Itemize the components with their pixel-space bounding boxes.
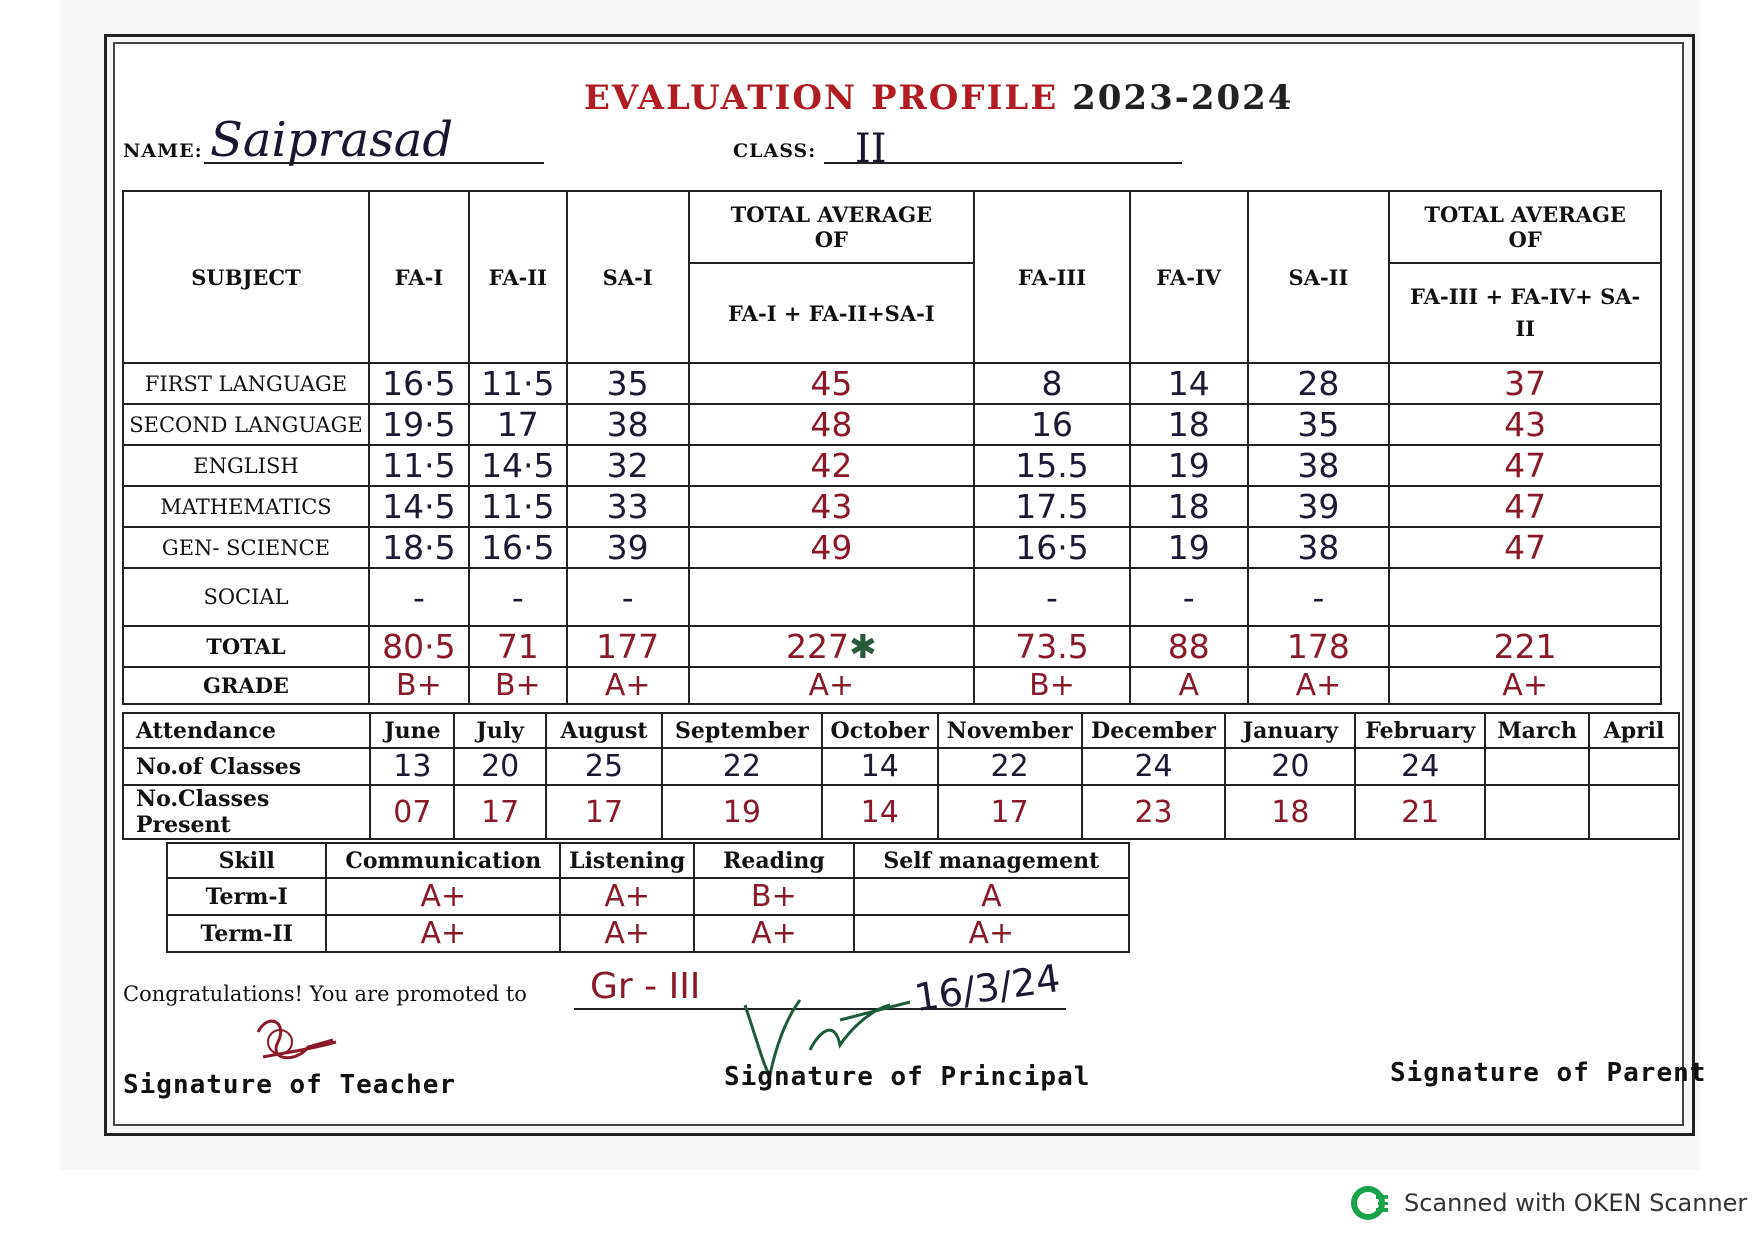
mark-fa2: 16·5	[469, 527, 567, 568]
subject-name: GEN- SCIENCE	[123, 527, 369, 568]
month-label: December	[1082, 713, 1226, 748]
mark-fa2: -	[469, 568, 567, 626]
mark-sa2: 28	[1248, 363, 1390, 404]
skill-grade: A+	[326, 915, 560, 952]
mark-avg1: 43	[689, 486, 975, 527]
skill-grade: B+	[694, 878, 854, 915]
grade-row	[123, 667, 1661, 704]
table-row	[123, 527, 1661, 568]
mark-fa4: 14	[1130, 363, 1248, 404]
mark-fa2: 17	[469, 404, 567, 445]
skill-grade: A+	[560, 878, 694, 915]
header-fa3: FA-III	[974, 191, 1130, 363]
month-label: March	[1485, 713, 1589, 748]
grade-sa1: A+	[567, 667, 689, 704]
total-avg2: 221	[1389, 626, 1661, 667]
grade-avg1: A+	[689, 667, 975, 704]
scanner-text: Scanned with OKEN Scanner	[1404, 1189, 1748, 1217]
teacher-signature	[248, 1012, 338, 1072]
present-value: 17	[546, 785, 662, 839]
total-fa3: 73.5	[974, 626, 1130, 667]
present-value: 17	[454, 785, 546, 839]
mark-avg2: 47	[1389, 527, 1661, 568]
table-row	[123, 445, 1661, 486]
classes-value: 13	[370, 748, 454, 785]
attendance-table	[122, 712, 1680, 840]
mark-sa1: 35	[567, 363, 689, 404]
month-label: July	[454, 713, 546, 748]
mark-fa4: 18	[1130, 486, 1248, 527]
term1-label: Term-I	[167, 878, 326, 915]
skill-name: Reading	[694, 843, 854, 878]
mark-fa4: 18	[1130, 404, 1248, 445]
mark-fa1: 19·5	[369, 404, 469, 445]
mark-avg2: 47	[1389, 486, 1661, 527]
mark-fa2: 11·5	[469, 486, 567, 527]
mark-fa3: -	[974, 568, 1130, 626]
classes-value: 20	[1225, 748, 1355, 785]
mark-sa2: 39	[1248, 486, 1390, 527]
total-avg1-value: 227	[786, 627, 850, 666]
skill-grade: A+	[854, 915, 1129, 952]
present-value	[1485, 785, 1589, 839]
mark-sa1: 32	[567, 445, 689, 486]
teacher-signature-label: Signature of Teacher	[123, 1070, 457, 1100]
mark-avg1: 48	[689, 404, 975, 445]
present-value: 23	[1082, 785, 1226, 839]
mark-sa2: 35	[1248, 404, 1390, 445]
classes-value: 14	[822, 748, 938, 785]
month-label: June	[370, 713, 454, 748]
class-underline	[824, 162, 1182, 164]
present-value: 17	[938, 785, 1082, 839]
scanner-logo-icon	[1350, 1183, 1390, 1223]
mark-fa2: 11·5	[469, 363, 567, 404]
mark-fa3: 17.5	[974, 486, 1130, 527]
total-sa1: 177	[567, 626, 689, 667]
total-sa2: 178	[1248, 626, 1390, 667]
total-row	[123, 626, 1661, 667]
term2-row	[167, 915, 1129, 952]
promotion-grade: Gr - III	[590, 966, 701, 1007]
present-label: No.Classes Present	[123, 785, 370, 839]
subject-name: SECOND LANGUAGE	[123, 404, 369, 445]
classes-value	[1485, 748, 1589, 785]
skill-name: Listening	[560, 843, 694, 878]
total-avg1	[689, 626, 975, 667]
month-label: October	[822, 713, 938, 748]
mark-sa1: -	[567, 568, 689, 626]
title-year: 2023-2024	[1072, 78, 1294, 118]
class-label: CLASS:	[733, 140, 817, 162]
subject-name: SOCIAL	[123, 568, 369, 626]
term2-label: Term-II	[167, 915, 326, 952]
classes-value: 22	[938, 748, 1082, 785]
mark-fa4: 19	[1130, 527, 1248, 568]
grade-avg2: A+	[1389, 667, 1661, 704]
grade-fa4: A	[1130, 667, 1248, 704]
classes-label: No.of Classes	[123, 748, 370, 785]
mark-avg2: 43	[1389, 404, 1661, 445]
grade-fa3: B+	[974, 667, 1130, 704]
total-fa1: 80·5	[369, 626, 469, 667]
skill-name: Communication	[326, 843, 560, 878]
table-row	[123, 568, 1661, 626]
mark-fa1: -	[369, 568, 469, 626]
classes-row	[123, 748, 1679, 785]
mark-sa2: -	[1248, 568, 1390, 626]
total-label: TOTAL	[123, 626, 369, 667]
mark-avg1: 49	[689, 527, 975, 568]
present-value	[1589, 785, 1679, 839]
mark-sa2: 38	[1248, 527, 1390, 568]
skill-name: Self management	[854, 843, 1129, 878]
parent-signature-label: Signature of Parent	[1390, 1058, 1707, 1088]
skill-header-row	[167, 843, 1129, 878]
grade-fa2: B+	[469, 667, 567, 704]
name-label: NAME:	[123, 140, 203, 162]
skill-grade: A+	[326, 878, 560, 915]
mark-fa4: 19	[1130, 445, 1248, 486]
mark-avg2: 47	[1389, 445, 1661, 486]
month-label: January	[1225, 713, 1355, 748]
skill-grade: A	[854, 878, 1129, 915]
month-label: February	[1355, 713, 1485, 748]
table-row	[123, 363, 1661, 404]
mark-avg1	[689, 568, 975, 626]
promotion-text: Congratulations! You are promoted to	[123, 982, 527, 1006]
classes-value: 24	[1355, 748, 1485, 785]
principal-signature-label: Signature of Principal	[724, 1062, 1091, 1092]
class-value: II	[855, 126, 887, 172]
mark-avg1: 42	[689, 445, 975, 486]
subject-name: MATHEMATICS	[123, 486, 369, 527]
mark-fa1: 18·5	[369, 527, 469, 568]
mark-avg2: 37	[1389, 363, 1661, 404]
page-title	[584, 78, 1293, 118]
term1-row	[167, 878, 1129, 915]
principal-date: 16/3/24	[911, 956, 1063, 1020]
classes-value: 22	[662, 748, 822, 785]
header-sa1: SA-I	[567, 191, 689, 363]
header-fa1: FA-I	[369, 191, 469, 363]
name-underline	[204, 162, 544, 164]
classes-value	[1589, 748, 1679, 785]
skill-label: Skill	[167, 843, 326, 878]
mark-sa1: 33	[567, 486, 689, 527]
header-sa2: SA-II	[1248, 191, 1390, 363]
grade-fa1: B+	[369, 667, 469, 704]
mark-fa3: 16·5	[974, 527, 1130, 568]
classes-value: 25	[546, 748, 662, 785]
marks-table	[122, 190, 1662, 705]
header-avg2-top: TOTAL AVERAGE OF	[1389, 191, 1661, 263]
present-row	[123, 785, 1679, 839]
student-name: Saiprasad	[210, 112, 454, 168]
present-value: 19	[662, 785, 822, 839]
month-label: September	[662, 713, 822, 748]
grade-sa2: A+	[1248, 667, 1390, 704]
month-label: August	[546, 713, 662, 748]
mark-avg1: 45	[689, 363, 975, 404]
header-fa4: FA-IV	[1130, 191, 1248, 363]
present-value: 07	[370, 785, 454, 839]
star-mark-icon: ✱	[849, 627, 877, 666]
skill-grade: A+	[694, 915, 854, 952]
mark-fa1: 16·5	[369, 363, 469, 404]
skills-table	[166, 842, 1130, 953]
attendance-label: Attendance	[123, 713, 370, 748]
scanner-watermark	[1350, 1183, 1747, 1223]
mark-fa1: 14·5	[369, 486, 469, 527]
mark-fa4: -	[1130, 568, 1248, 626]
header-avg1-bottom: FA-I + FA-II+SA-I	[689, 263, 975, 363]
mark-fa3: 8	[974, 363, 1130, 404]
subject-name: FIRST LANGUAGE	[123, 363, 369, 404]
skill-grade: A+	[560, 915, 694, 952]
header-row	[123, 191, 1661, 263]
table-row	[123, 404, 1661, 445]
total-fa4: 88	[1130, 626, 1248, 667]
present-value: 21	[1355, 785, 1485, 839]
attendance-month-row	[123, 713, 1679, 748]
subject-name: ENGLISH	[123, 445, 369, 486]
mark-sa1: 38	[567, 404, 689, 445]
classes-value: 20	[454, 748, 546, 785]
header-fa2: FA-II	[469, 191, 567, 363]
total-fa2: 71	[469, 626, 567, 667]
month-label: April	[1589, 713, 1679, 748]
header-avg2-bottom: FA-III + FA-IV+ SA-II	[1389, 263, 1661, 363]
header-subject: SUBJECT	[123, 191, 369, 363]
mark-fa3: 16	[974, 404, 1130, 445]
classes-value: 24	[1082, 748, 1226, 785]
present-value: 18	[1225, 785, 1355, 839]
mark-sa1: 39	[567, 527, 689, 568]
title-text: EVALUATION PROFILE	[584, 78, 1059, 118]
table-row	[123, 486, 1661, 527]
mark-fa3: 15.5	[974, 445, 1130, 486]
header-avg1-top: TOTAL AVERAGE OF	[689, 191, 975, 263]
mark-fa2: 14·5	[469, 445, 567, 486]
mark-avg2	[1389, 568, 1661, 626]
mark-sa2: 38	[1248, 445, 1390, 486]
month-label: November	[938, 713, 1082, 748]
present-value: 14	[822, 785, 938, 839]
mark-fa1: 11·5	[369, 445, 469, 486]
grade-label: GRADE	[123, 667, 369, 704]
